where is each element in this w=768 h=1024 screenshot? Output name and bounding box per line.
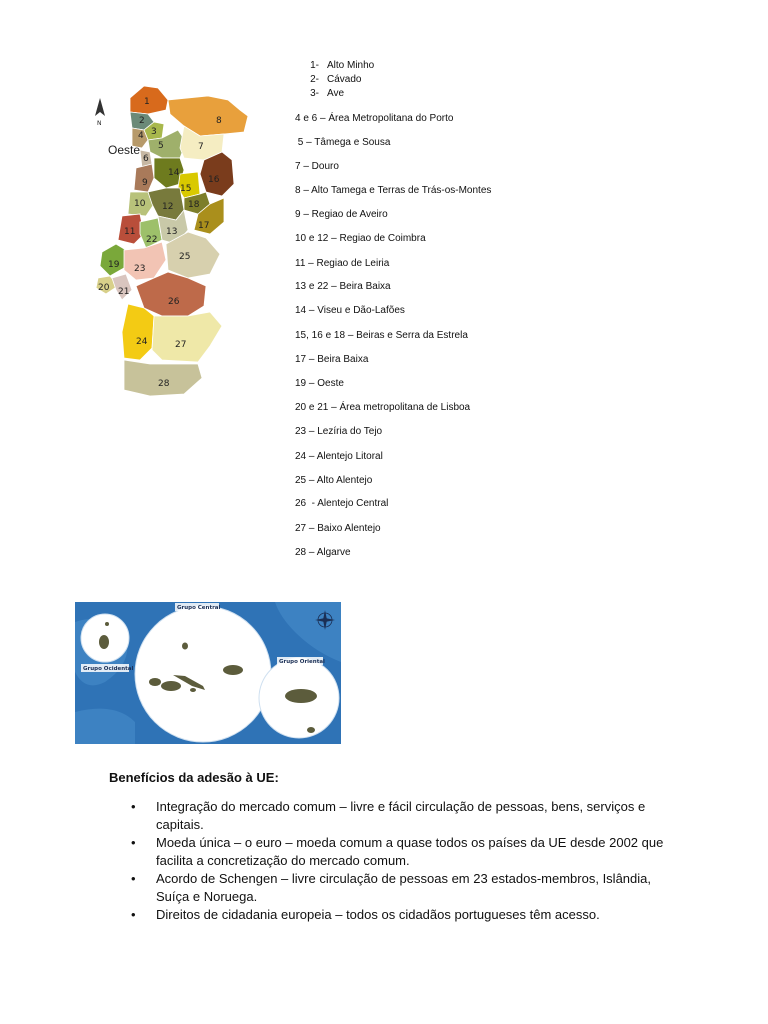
legend-item: 26 - Alentejo Central (295, 498, 389, 509)
legend-item: 15, 16 e 18 – Beiras e Serra da Estrela (295, 330, 468, 341)
region-number: 9 (142, 178, 148, 188)
region-number: 15 (180, 184, 192, 194)
legend-item: 5 – Tâmega e Sousa (295, 137, 391, 148)
region-23 (124, 242, 166, 280)
region-number: 8 (216, 116, 222, 126)
list-item: • Direitos de cidadania europeia – todos os cidadãos portugueses têm acesso. (131, 907, 600, 922)
region-legend (295, 59, 615, 558)
legend-item: 19 – Oeste (295, 378, 344, 389)
benefits-list (109, 798, 669, 924)
region-number: 17 (198, 221, 210, 231)
benefits-title: Benefícios da adesão à UE: (109, 770, 279, 785)
legend-item: 7 – Douro (295, 161, 339, 172)
region-number: 20 (98, 283, 110, 293)
region-number: 14 (168, 168, 180, 178)
region-number: 1 (144, 97, 150, 107)
legend-item: 20 e 21 – Área metropolitana de Lisboa (295, 402, 471, 413)
region-number: 18 (188, 200, 200, 210)
azores-map (75, 602, 341, 744)
region-number: 12 (162, 202, 174, 212)
portugal-regions-map (88, 64, 268, 396)
region-number: 28 (158, 379, 170, 389)
region-number: 10 (134, 199, 146, 209)
legend-item: 11 – Regiao de Leiria (295, 258, 390, 269)
region-number: 16 (208, 175, 220, 185)
legend-item: 13 e 22 – Beira Baixa (295, 281, 391, 292)
label-grupo-central: Grupo Central (177, 605, 221, 611)
legend-item: 25 – Alto Alentejo (295, 475, 373, 486)
azores-map-svg (75, 602, 341, 744)
legend-item: 17 – Beira Baixa (295, 354, 369, 365)
legend-item: 1- Alto Minho (310, 60, 375, 71)
region-number: 19 (108, 260, 120, 270)
legend-item: 3- Ave (310, 88, 345, 99)
bullet-icon: • (131, 871, 136, 886)
north-label: N (97, 120, 102, 127)
region-27 (152, 312, 222, 362)
bullet-icon: • (131, 835, 136, 850)
region-number: 21 (118, 287, 130, 297)
oeste-label: Oeste (108, 143, 141, 157)
region-number: 26 (168, 297, 180, 307)
legend-top-list (295, 59, 615, 101)
legend-item: 14 – Viseu e Dão-Lafões (295, 305, 405, 316)
bullet-icon: • (131, 907, 136, 922)
region-number: 13 (166, 227, 178, 237)
benefits-section (109, 770, 669, 924)
list-item: • Acordo de Schengen – livre circulação de pessoas em 23 estados-membros, Islândia, Suíça e Noruega. (131, 871, 651, 904)
legend-item: 9 – Regiao de Aveiro (295, 209, 388, 220)
legend-item: 4 e 6 – Área Metropolitana do Porto (295, 113, 454, 124)
list-item: • Moeda única – o euro – moeda comum a quase todos os países da UE desde 2002 que facilita a concretização do mercado comum. (131, 835, 664, 868)
region-number: 27 (175, 340, 187, 350)
legend-item: 27 – Baixo Alentejo (295, 523, 381, 534)
region-number: 4 (138, 131, 144, 141)
region-number: 11 (124, 227, 136, 237)
north-arrow-icon (95, 98, 105, 127)
region-number: 25 (179, 252, 191, 262)
region-number: 7 (198, 142, 204, 152)
legend-item: 23 – Lezíria do Tejo (295, 426, 383, 437)
legend-item: 28 – Algarve (295, 547, 351, 558)
region-8 (168, 96, 248, 136)
legend-item: 10 e 12 – Regiao de Coimbra (295, 233, 426, 244)
legend-item: 24 – Alentejo Litoral (295, 451, 383, 462)
region-number: 5 (158, 141, 164, 151)
region-24 (122, 304, 154, 360)
region-number: 2 (139, 116, 145, 126)
legend-item: 2- Cávado (310, 74, 362, 85)
region-number: 3 (151, 127, 157, 137)
region-number: 6 (143, 154, 149, 164)
portugal-map-svg (88, 64, 268, 396)
list-item: • Integração do mercado comum – livre e fácil circulação de pessoas, bens, serviços e capitais. (131, 799, 646, 832)
label-grupo-oriental: Grupo Oriental (279, 659, 325, 665)
region-number: 22 (146, 235, 158, 245)
label-grupo-ocidental: Grupo Ocidental (83, 666, 134, 672)
bullet-icon: • (131, 799, 136, 814)
legend-item: 8 – Alto Tamega e Terras de Trás-os-Montes (295, 185, 492, 196)
region-number: 23 (134, 264, 146, 274)
region-number: 24 (136, 337, 148, 347)
region-28 (124, 360, 202, 396)
